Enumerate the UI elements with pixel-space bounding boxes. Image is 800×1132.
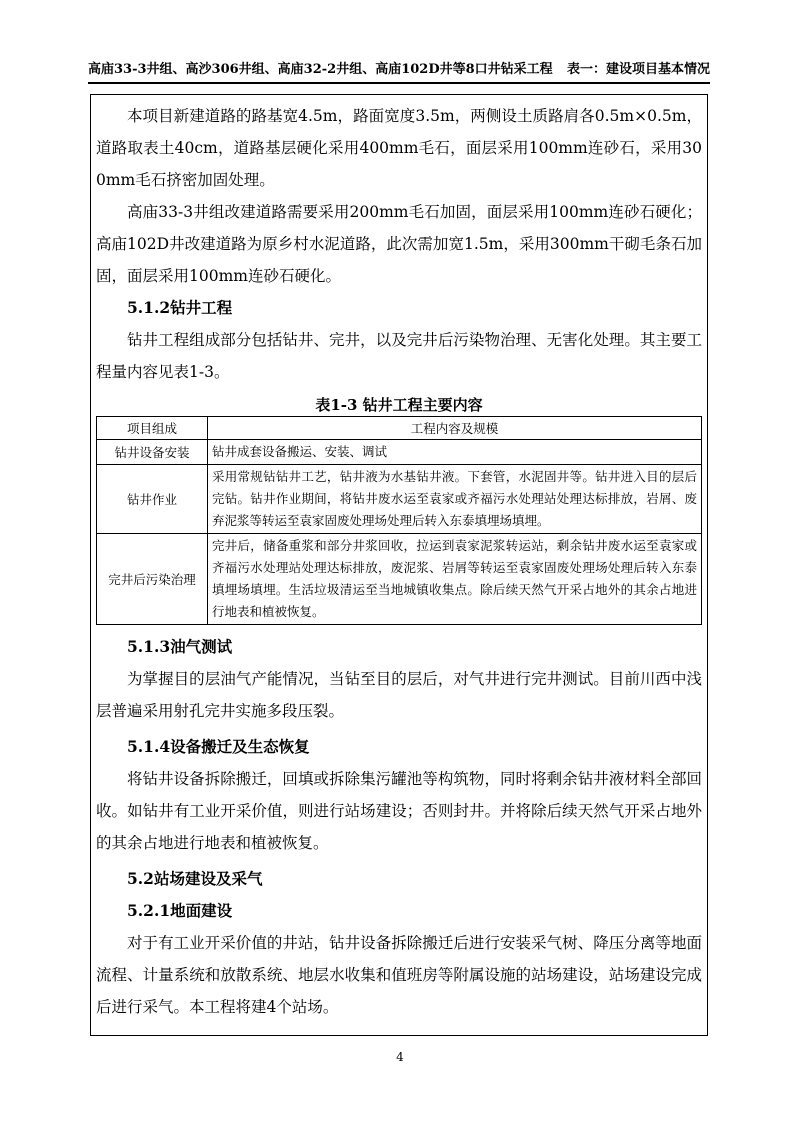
running-header: [88, 58, 710, 80]
paragraph-road-construction: 本项目新建道路的路基宽4.5m，路面宽度3.5m，两侧设土质路肩各0.5m×0.5m，道路取表土40cm，道路基层硬化采用400mm毛石，面层采用100mm连砂石，采用300mm毛石挤密加固处理。: [96, 107, 702, 189]
table-header-row: [97, 417, 702, 440]
table-cell-content: 采用常规钻钻井工艺，钻井液为水基钻井液。下套管，水泥固井等。钻井进入目的层后完钻。钻井作业期间，将钻井废水运至袁家或齐福污水处理站处理达标排放，岩屑、废弃泥浆等转运至袁家固废处理场处理后转入东泰填埋场填埋。: [208, 465, 702, 534]
document-body: [96, 100, 702, 1023]
table-header-cell: 工程内容及规模: [208, 417, 702, 440]
page-number: 4: [396, 1050, 404, 1064]
section-heading-drilling: 5.1.2钻井工程: [127, 298, 233, 317]
table-row: [97, 465, 702, 534]
paragraph-ground-construction: 对于有工业开采价值的井站，钻井设备拆除搬迁后进行安装采气树、降压分离等地面流程、计量系统和放散系统、地层水收集和值班房等附属设施的站场建设，站场建设完成后进行采气。本工程将建4个站场。: [96, 934, 702, 1016]
paragraph-drilling-intro: 钻井工程组成部分包括钻井、完井，以及完井后污染物治理、无害化处理。其主要工程量内容见表1-3。: [96, 331, 702, 381]
table-cell-content: 完井后，储备重浆和部分井浆回收，拉运到袁家泥浆转运站，剩余钻井废水运至袁家或齐福污水处理站处理达标排放，废泥浆、岩屑等转运至袁家固废处理场处理后转入东泰填埋场填埋。生活垃圾清运至当地城镇收集点。除后续天然气开采占地外的其余占地进行地表和植被恢复。: [208, 534, 702, 625]
paragraph-testing: 为掌握目的层油气产能情况，当钻至目的层后，对气井进行完井测试。目前川西中浅层普遍采用射孔完井实施多段压裂。: [96, 670, 702, 720]
drilling-works-table: [96, 416, 702, 625]
header-project-title: 高庙33-3井组、高沙306井组、高庙32-2井组、高庙102D井等8口井钻采工程: [88, 62, 553, 77]
table-cell-component: 钻井作业: [97, 465, 208, 534]
header-rule: [88, 82, 710, 84]
table-title: 表1-3 钻井工程主要内容: [315, 396, 483, 414]
table-cell-component: 完井后污染治理: [97, 534, 208, 625]
paragraph-road-reconstruction: 高庙33-3井组改建道路需要采用200mm毛石加固，面层采用100mm连砂石硬化；高庙102D井改建道路为原乡村水泥道路，此次需加宽1.5m，采用300mm干砌毛条石加固，面层采用100mm连砂石硬化。: [96, 203, 702, 285]
section-heading-testing: 5.1.3油气测试: [127, 637, 233, 656]
section-heading-relocation: 5.1.4设备搬迁及生态恢复: [127, 737, 310, 756]
section-heading-ground: 5.2.1地面建设: [127, 901, 233, 920]
table-header-cell: 项目组成: [97, 417, 208, 440]
header-section-title: 表一：建设项目基本情况: [566, 62, 710, 77]
table-row: [97, 440, 702, 465]
table-cell-content: 钻井成套设备搬运、安装、调试: [208, 440, 702, 465]
table-row: [97, 534, 702, 625]
paragraph-relocation: 将钻井设备拆除搬迁，回填或拆除集污罐池等构筑物，同时将剩余钻井液材料全部回收。如钻井有工业开采价值，则进行站场建设；否则封井。并将除后续天然气开采占地外的其余占地进行地表和植被恢复。: [96, 770, 702, 852]
table-cell-component: 钻井设备安装: [97, 440, 208, 465]
section-heading-station: 5.2站场建设及采气: [127, 869, 263, 888]
